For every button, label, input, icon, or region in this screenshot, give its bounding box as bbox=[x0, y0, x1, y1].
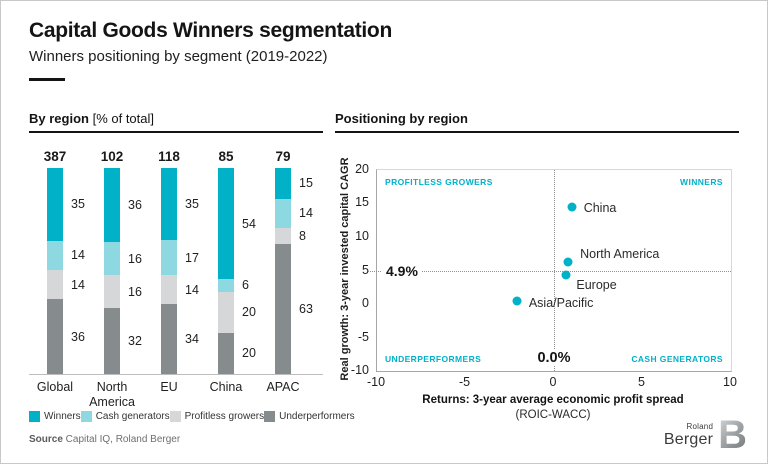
bar-value-winners: 35 bbox=[71, 197, 85, 212]
bar-stack-eu bbox=[161, 168, 199, 374]
legend-swatch-underperformers bbox=[264, 411, 275, 422]
bar-category-label-global: Global bbox=[36, 380, 74, 394]
bar-segment-underperformers bbox=[275, 244, 313, 374]
bar-segment-winners bbox=[104, 168, 142, 242]
y-tick-10: 10 bbox=[355, 228, 369, 243]
bar-value-cash-generators: 14 bbox=[71, 248, 85, 263]
scatter-panel bbox=[335, 111, 739, 451]
bar-stack-north-america bbox=[104, 168, 142, 374]
bar-category-label-china: China bbox=[209, 380, 243, 394]
bar-value-profitless-growers: 8 bbox=[299, 228, 306, 243]
bar-value-winners: 36 bbox=[128, 198, 142, 213]
quadrant-label-underperformers: UNDERPERFORMERS bbox=[385, 354, 482, 364]
bar-value-profitless-growers: 14 bbox=[185, 282, 199, 297]
bar-value-cash-generators: 17 bbox=[185, 250, 199, 265]
bar-value-cash-generators: 16 bbox=[128, 251, 142, 266]
reference-line-horizontal bbox=[368, 271, 731, 272]
bar-value-underperformers: 34 bbox=[185, 331, 199, 346]
logo-line2: Berger bbox=[663, 430, 714, 448]
scatter-point-asia-pacific bbox=[512, 296, 521, 305]
source-label: Source bbox=[29, 434, 63, 445]
bar-value-winners: 15 bbox=[299, 176, 313, 191]
bar-group-apac bbox=[257, 149, 314, 439]
bar-segment-profitless-growers bbox=[47, 270, 85, 299]
y-tick-10: -10 bbox=[350, 363, 369, 377]
x-tick-5: -5 bbox=[458, 375, 471, 389]
legend-label-cash-generators: Cash generators bbox=[95, 411, 170, 422]
legend-swatch-profitless-growers bbox=[170, 411, 181, 422]
bar-value-underperformers: 20 bbox=[242, 346, 256, 361]
bar-segment-winners bbox=[47, 168, 85, 241]
bar-value-profitless-growers: 14 bbox=[71, 277, 85, 292]
bar-panel-heading bbox=[29, 111, 323, 133]
legend-swatch-cash-generators bbox=[81, 411, 92, 422]
bar-total-north-america: 102 bbox=[100, 149, 124, 164]
x-tick-0: 0 bbox=[549, 375, 557, 389]
legend-item-profitless-growers bbox=[170, 411, 264, 422]
legend bbox=[29, 411, 355, 422]
bar-total-eu: 118 bbox=[158, 149, 180, 164]
bar-segment-cash-generators bbox=[218, 278, 249, 293]
bar-segment-underperformers bbox=[47, 299, 85, 374]
bar-total-global: 387 bbox=[43, 149, 67, 164]
bar-category-label-eu: EU bbox=[160, 380, 178, 394]
scatter-point-europe bbox=[562, 271, 571, 280]
bar-group-eu bbox=[143, 149, 200, 439]
x-axis-subtitle: (ROIC-WACC) bbox=[515, 409, 591, 421]
bar-segment-profitless-growers bbox=[275, 228, 306, 244]
legend-item-winners bbox=[29, 411, 81, 422]
x-tick-5: 5 bbox=[638, 375, 645, 389]
bar-value-underperformers: 63 bbox=[299, 302, 313, 317]
bar-segment-winners bbox=[275, 168, 313, 199]
scatter-point-label-asia-pacific: Asia/Pacific bbox=[528, 295, 594, 310]
bar-value-profitless-growers: 20 bbox=[242, 305, 256, 320]
bar-segment-winners bbox=[218, 168, 256, 279]
legend-label-underperformers: Underperformers bbox=[279, 411, 355, 422]
bar-segment-underperformers bbox=[218, 333, 256, 374]
bar-segment-underperformers bbox=[104, 308, 142, 374]
quadrant-label-winners: WINNERS bbox=[680, 177, 723, 187]
source-note bbox=[29, 434, 180, 445]
page-title: Capital Goods Winners segmentation bbox=[29, 19, 392, 42]
page-header bbox=[29, 19, 392, 81]
title-dash bbox=[29, 78, 65, 81]
roland-berger-wordmark bbox=[664, 423, 713, 448]
bar-segment-cash-generators bbox=[104, 242, 142, 275]
bar-total-apac: 79 bbox=[275, 149, 291, 164]
logo-line1: Roland bbox=[686, 421, 714, 431]
legend-label-winners: Winners bbox=[44, 411, 81, 422]
legend-label-profitless-growers: Profitless growers bbox=[184, 411, 265, 422]
bar-segment-cash-generators bbox=[47, 241, 85, 270]
scatter-point-china bbox=[567, 202, 576, 211]
legend-swatch-winners bbox=[29, 411, 40, 422]
bar-total-china: 85 bbox=[218, 149, 234, 164]
source-text: Capital IQ, Roland Berger bbox=[62, 434, 181, 445]
y-tick-20: 20 bbox=[355, 162, 369, 176]
bar-category-label-apac: APAC bbox=[266, 380, 300, 394]
bar-value-winners: 35 bbox=[185, 197, 199, 212]
bar-value-underperformers: 32 bbox=[128, 334, 142, 349]
quadrant-label-profitless-growers: PROFITLESS GROWERS bbox=[385, 177, 493, 187]
scatter-panel-heading bbox=[335, 111, 739, 133]
bar-segment-profitless-growers bbox=[218, 292, 256, 333]
scatter-point-label-north-america: North America bbox=[580, 246, 660, 261]
bar-group-north-america bbox=[86, 149, 143, 439]
bar-segment-cash-generators bbox=[275, 199, 313, 228]
bar-stack-apac bbox=[275, 168, 313, 374]
bar-segment-winners bbox=[161, 168, 199, 240]
bar-value-profitless-growers: 16 bbox=[128, 284, 142, 299]
y-tick-0: 0 bbox=[362, 295, 369, 310]
bar-panel-heading-rest: [% of total] bbox=[88, 111, 155, 126]
bar-value-cash-generators: 14 bbox=[299, 206, 313, 221]
x-axis-title: Returns: 3-year average economic profit spread bbox=[422, 394, 684, 406]
page-subtitle: Winners positioning by segment (2019-2022) bbox=[29, 48, 328, 65]
scatter-point-label-china: China bbox=[583, 200, 617, 215]
bar-panel-heading-bold: By region bbox=[29, 111, 89, 126]
scatter-point-label-europe: Europe bbox=[576, 278, 617, 293]
roland-berger-logo bbox=[663, 413, 747, 457]
y-tick-5: -5 bbox=[357, 329, 369, 344]
scatter-plot bbox=[376, 169, 732, 372]
y-tick-5: 5 bbox=[362, 262, 369, 277]
legend-item-cash-generators bbox=[81, 411, 170, 422]
y-axis-title: Real growth: 3-year invested capital CAGR bbox=[339, 157, 351, 381]
bar-value-underperformers: 36 bbox=[71, 329, 85, 344]
x-axis-ticks bbox=[366, 375, 737, 390]
x-tick-10: -10 bbox=[366, 375, 386, 389]
bar-segment-underperformers bbox=[161, 304, 199, 374]
bar-value-cash-generators: 6 bbox=[242, 278, 249, 293]
scatter-point-north-america bbox=[564, 257, 573, 266]
bar-stack-china bbox=[218, 168, 256, 374]
bar-group-china bbox=[200, 149, 257, 439]
bar-segment-cash-generators bbox=[161, 240, 199, 275]
reference-label-vertical: 0.0% bbox=[534, 350, 573, 366]
y-axis-ticks bbox=[335, 162, 369, 377]
quadrant-label-cash-generators: CASH GENERATORS bbox=[631, 354, 723, 364]
reference-label-horizontal: 4.9% bbox=[382, 263, 422, 279]
y-tick-15: 15 bbox=[355, 195, 369, 210]
scatter-panel-heading-text: Positioning by region bbox=[335, 111, 468, 126]
bar-chart bbox=[29, 149, 323, 439]
bar-segment-profitless-growers bbox=[161, 275, 199, 304]
bar-segment-profitless-growers bbox=[104, 275, 142, 308]
bar-stack-global bbox=[47, 168, 85, 374]
x-tick-10: 10 bbox=[723, 375, 737, 389]
bar-value-winners: 54 bbox=[242, 216, 256, 231]
bar-category-label-north-america: North America bbox=[89, 380, 135, 409]
roland-berger-b-icon: B bbox=[718, 413, 747, 457]
